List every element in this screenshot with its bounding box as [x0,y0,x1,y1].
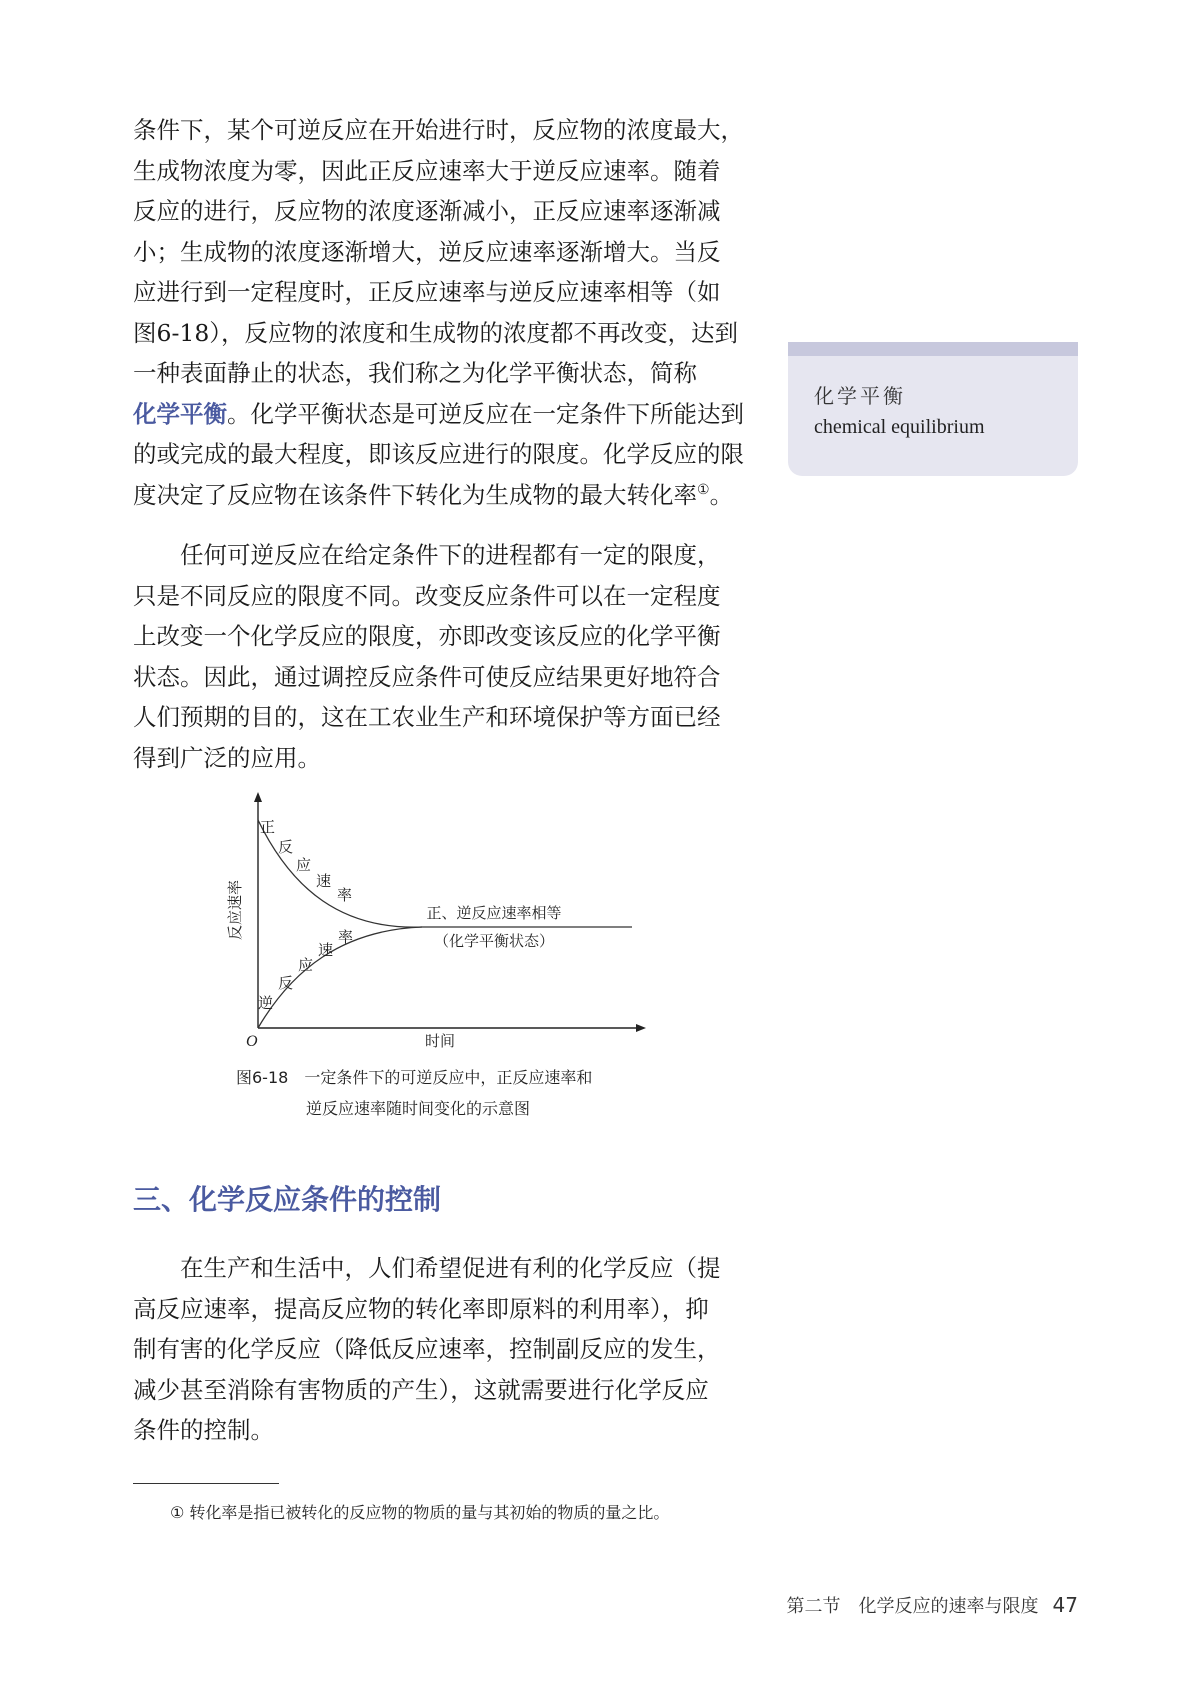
rate-time-diagram [222,790,662,1050]
text-line: 制有害的化学反应（降低反应速率，控制副反应的发生， [133,1335,721,1363]
caption-line: 逆反应速率随时间变化的示意图 [306,1099,531,1118]
text-line: 状态。因此，通过调控反应条件可使反应结果更好地符合 [133,662,721,691]
figure-caption [236,1062,592,1124]
running-footer-title: 第二节 化学反应的速率与限度 [786,1596,1039,1617]
key-term: 化学平衡 [133,399,227,428]
forward-rate-char: 正 [260,818,276,836]
text-fragment: 度决定了反应物在该条件下转化为生成物的最大转化率 [133,480,697,509]
text-line: 上改变一个化学反应的限度，亦即改变该反应的化学平衡 [133,622,721,650]
sidenote-term-cn: 化学平衡 [814,384,906,408]
text-line: 条件下，某个可逆反应在开始进行时，反应物的浓度最大， [133,116,744,144]
reverse-rate-char: 应 [298,956,314,974]
page-number: 47 [1052,1593,1078,1617]
text-line: 减少甚至消除有害物质的产生），这就需要进行化学反应 [133,1375,709,1404]
section-heading: 三、化学反应条件的控制 [133,1183,442,1216]
text-line: 应进行到一定程度时，正反应速率与逆反应速率相等（如 [133,278,721,306]
text-line: 得到广泛的应用。 [133,743,321,772]
origin-label: O [246,1033,258,1050]
glossary-sidenote [788,342,1078,476]
footnote: ① 转化率是指已被转化的反应物的物质的量与其初始的物质的量之比。 [170,1503,670,1522]
footnote-divider [133,1483,279,1484]
text-fragment: 。化学平衡状态是可逆反应在一定条件下所能达到 [227,399,744,428]
reverse-rate-char: 反 [278,974,294,992]
paragraph-2 [133,535,751,778]
text-line: 只是不同反应的限度不同。改变反应条件可以在一定程度 [133,581,721,610]
forward-rate-char: 速 [316,872,332,890]
text-line [133,394,751,435]
equilibrium-label: 正、逆反应速率相等 [426,904,562,922]
forward-rate-char: 应 [296,856,312,874]
text-line: 在生产和生活中，人们希望促进有利的化学反应（提 [180,1254,721,1282]
page-footer [787,1592,1078,1618]
reverse-rate-char: 速 [318,941,334,959]
reverse-rate-char: 率 [338,928,354,946]
forward-rate-char: 反 [278,838,294,856]
text-line: 反应的进行，反应物的浓度逐渐减小，正反应速率逐渐减 [133,197,721,225]
footnote-marker[interactable]: ① [697,481,710,498]
paragraph-3 [133,1248,751,1451]
y-axis-arrow [254,792,262,802]
equilibrium-state-label: （化学平衡状态） [433,932,555,950]
text-fragment: 。 [709,480,734,509]
text-line: 图6-18），反应物的浓度和生成物的浓度都不再改变，达到 [133,318,739,347]
text-line: 一种表面静止的状态，我们称之为化学平衡状态，简称 [133,359,697,387]
reverse-rate-char: 逆 [258,994,274,1012]
sidenote-term-en: chemical equilibrium [814,416,985,438]
text-line: 小；生成物的浓度逐渐增大，逆反应速率逐渐增大。当反 [133,237,721,266]
text-line [133,475,751,516]
reverse-rate-label [258,928,353,1012]
text-line: 高反应速率，提高反应物的转化率即原料的利用率），抑 [133,1294,709,1323]
text-line: 条件的控制。 [133,1416,274,1444]
caption-line: 图6-18 一定条件下的可逆反应中，正反应速率和 [236,1068,593,1087]
text-line: 人们预期的目的，这在工农业生产和环境保护等方面已经 [133,703,721,731]
text-line: 生成物浓度为零，因此正反应速率大于逆反应速率。随着 [133,156,721,185]
text-line: 任何可逆反应在给定条件下的进程都有一定的限度， [180,541,721,569]
forward-rate-char: 率 [337,886,353,904]
y-axis-label: 反应速率 [226,879,244,941]
x-axis-label: 时间 [424,1032,456,1050]
paragraph-1 [133,110,751,515]
forward-rate-label [260,818,352,904]
x-axis-arrow [636,1024,646,1032]
text-line: 的或完成的最大程度，即该反应进行的限度。化学反应的限 [133,440,744,468]
